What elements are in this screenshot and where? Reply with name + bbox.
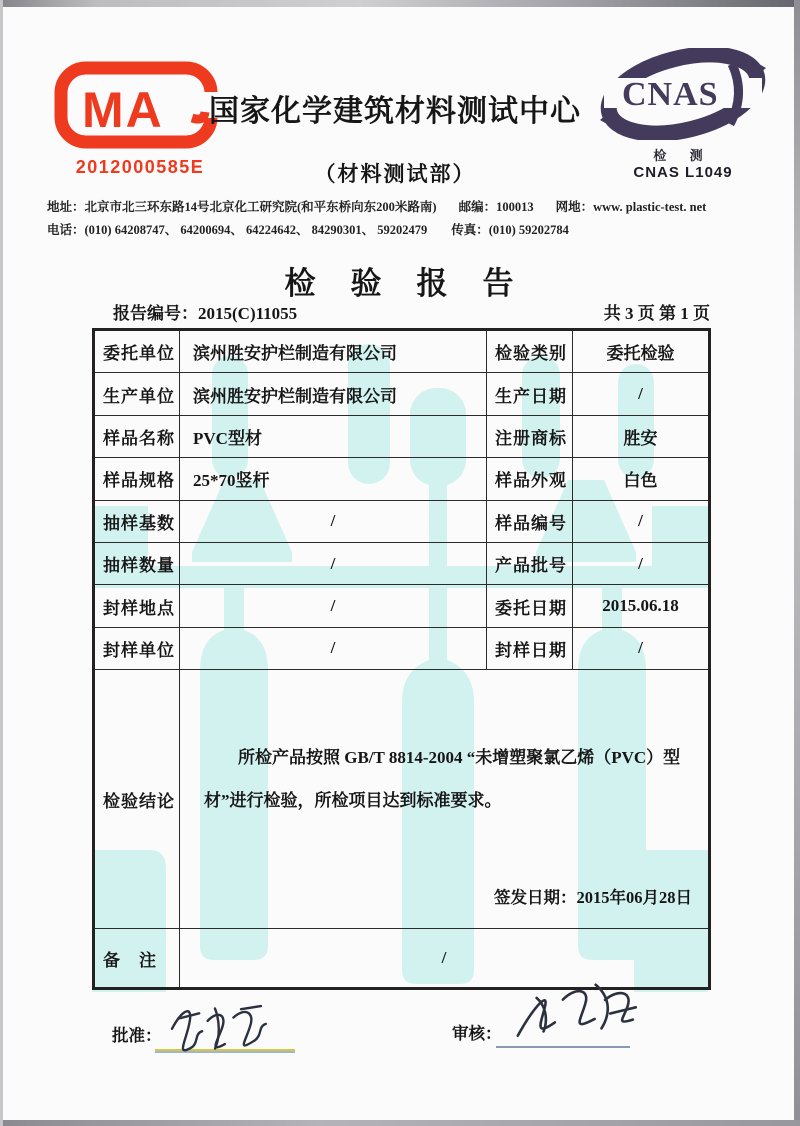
fax-label: 传真： [451,223,489,237]
cnas-jianche-label: 检 测 [653,148,713,163]
table-row [94,373,710,415]
field-label: 封样日期 [487,627,573,669]
table-row [94,415,710,457]
scan-edge-bottom [0,1120,800,1126]
page-count: 共 3 页 第 1 页 [603,304,710,323]
field-label: 注册商标 [487,415,573,457]
cma-letters: MA [82,82,164,138]
field-value: PVC型材 [180,415,487,457]
report-meta-line [113,299,710,324]
address-value: 北京市北三环东路14号北京化工研究院(和平东桥向东200米路南) [84,200,437,214]
field-value: 2015.06.18 [573,585,710,627]
field-value: / [180,500,487,542]
field-label: 生产日期 [487,373,573,415]
org-title: 国家化学建筑材料测试中心 [209,95,581,128]
field-label: 委托日期 [487,585,573,627]
field-label: 样品外观 [487,458,573,500]
table-row [94,458,710,500]
review-label: 审核： [452,1024,502,1043]
field-label: 样品规格 [94,458,180,500]
field-label: 产品批号 [487,542,573,584]
scan-edge-left [0,0,3,1126]
tel-value: (010) 64208747、 64200694、 64224642、 84290301、 59202479 [84,223,428,237]
approve-label: 批准： [112,1026,162,1045]
report-title: 检 验 报 告 [284,266,516,301]
field-value: 胜安 [573,415,710,457]
scan-edge-top [0,0,800,7]
contact-line-address [47,196,757,219]
web-label: 网地： [555,200,594,214]
remark-label: 备 注 [94,929,180,989]
conclusion-row [94,670,710,929]
field-value: / [573,627,710,669]
cnas-letters: CNAS [622,76,719,113]
contact-block [47,196,757,242]
scan-edge-right [794,0,800,1126]
fax-value: (010) 59202784 [488,223,569,237]
field-label: 抽样基数 [94,500,180,542]
report-number: 报告编号：2015(C)11055 [113,304,298,323]
field-label: 抽样数量 [94,542,180,584]
field-value: 白色 [573,458,710,500]
field-value: / [573,500,710,542]
issue-date-label: 签发日期： [494,888,577,908]
conclusion-cell [180,670,710,929]
field-value: / [573,373,710,415]
address-label: 地址： [47,200,85,214]
field-value: 滨州胜安护栏制造有限公司 [180,373,487,415]
field-value: 滨州胜安护栏制造有限公司 [180,330,487,373]
report-table [92,328,711,990]
table-row [94,585,710,627]
cnas-lab-code: CNAS L1049 [633,164,733,181]
zip-label: 邮编： [458,200,497,214]
table-row [94,542,710,584]
field-value: / [180,542,487,584]
contact-line-phone [47,219,757,242]
tel-label: 电话： [47,223,85,237]
web-value: www. plastic-test. net [593,200,707,214]
field-label: 封样单位 [94,627,180,669]
review-signature [499,965,665,1059]
issue-date-value: 2015年06月28日 [576,888,692,908]
field-label: 生产单位 [94,373,180,415]
approval-signature [148,988,302,1068]
field-label: 封样地点 [94,585,180,627]
table-row [94,500,710,542]
cma-certificate-number: 2012000585E [75,157,205,177]
table-row [94,330,710,373]
cnas-accreditation-icon [594,48,772,140]
field-value: / [180,585,487,627]
zip-value: 100013 [496,200,534,214]
field-value: 委托检验 [573,330,710,373]
field-value: / [573,542,710,584]
cnas-logo-block [594,48,772,181]
table-row [94,627,710,669]
field-value: / [180,627,487,669]
field-label: 委托单位 [94,330,180,373]
conclusion-label: 检验结论 [94,670,180,929]
issue-date-line [494,884,692,908]
conclusion-text: 所检产品按照 GB/T 8814-2004 “未增塑聚氯乙烯（PVC）型材”进行检验，所检项目达到标准要求。 [204,748,681,811]
field-label: 样品名称 [94,415,180,457]
field-label: 样品编号 [487,500,573,542]
remark-value: / [180,929,710,989]
org-subtitle: （材料测试部） [314,162,476,186]
field-label: 检验类别 [487,330,573,373]
field-value: 25*70竖杆 [180,458,487,500]
header-titles [190,86,600,188]
